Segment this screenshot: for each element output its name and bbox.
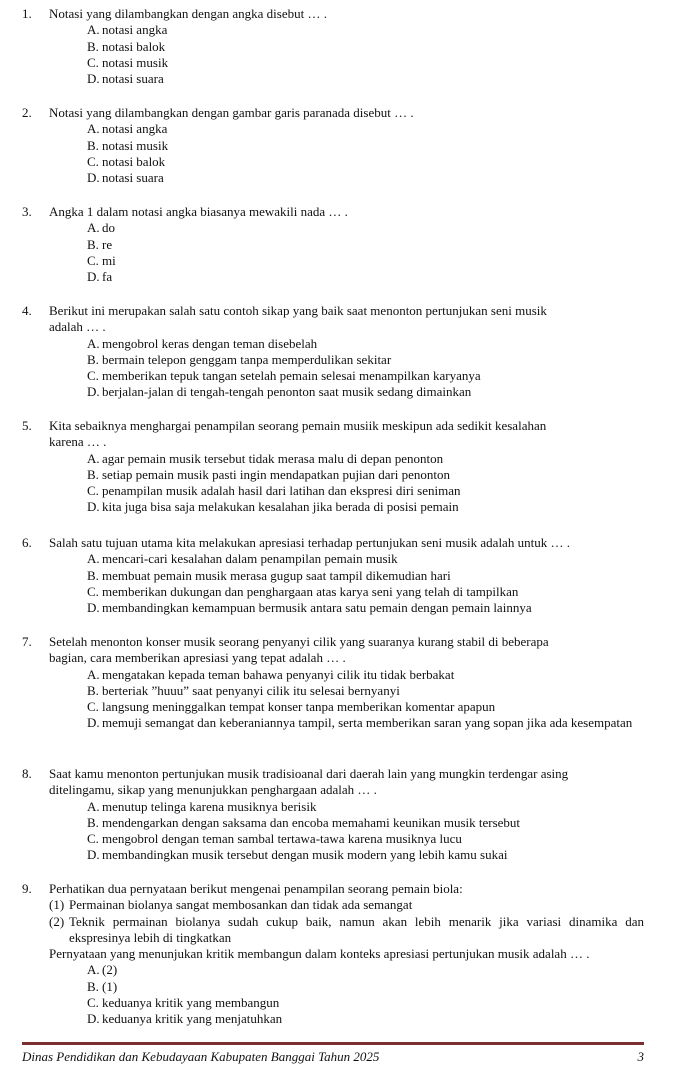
option-a bbox=[22, 121, 644, 137]
statement-text: Permainan biolanya sangat membosankan dan tidak ada semangat bbox=[69, 897, 413, 913]
option-text: menutup telinga karena musiknya berisik bbox=[102, 798, 317, 814]
page-number: 3 bbox=[637, 1049, 644, 1064]
question-text-continued: bagian, cara memberikan apresiasi yang tepat adalah … . bbox=[49, 650, 346, 666]
option-letter: D. bbox=[87, 715, 100, 731]
option-letter: B. bbox=[87, 814, 99, 830]
option-c bbox=[22, 253, 644, 269]
question-number: 9. bbox=[22, 881, 32, 896]
question-text: Kita sebaiknya menghargai penampilan seorang pemain musiik meskipun ada sedikit kesalahan bbox=[49, 418, 547, 433]
question-8 bbox=[22, 766, 644, 864]
option-letter: A. bbox=[87, 962, 100, 978]
option-a bbox=[22, 451, 644, 467]
option-text: membandingkan musik tersebut dengan musik modern yang lebih kamu sukai bbox=[102, 847, 508, 863]
option-letter: A. bbox=[87, 798, 100, 814]
option-letter: A. bbox=[87, 121, 100, 137]
option-a bbox=[22, 220, 644, 236]
option-letter: D. bbox=[87, 384, 100, 400]
option-c bbox=[22, 483, 644, 499]
question-text: Saat kamu menonton pertunjukan musik tradisioanal dari daerah lain yang mungkin terdengar asing bbox=[49, 766, 569, 781]
statement-2 bbox=[22, 914, 644, 947]
question-9 bbox=[22, 881, 644, 1028]
option-text: memberikan tepuk tangan setelah pemain selesai menampilkan karyanya bbox=[102, 368, 481, 384]
question-3 bbox=[22, 204, 644, 285]
option-letter: B. bbox=[87, 137, 99, 153]
option-text: mengobrol dengan teman sambal tertawa-tawa karena musiknya lucu bbox=[102, 831, 462, 847]
option-letter: D. bbox=[87, 269, 100, 285]
statement-number: (2) bbox=[49, 913, 65, 929]
question-number: 2. bbox=[22, 105, 32, 120]
question-number: 1. bbox=[22, 6, 32, 21]
option-text: notasi angka bbox=[102, 22, 168, 38]
option-letter: C. bbox=[87, 583, 99, 599]
option-b bbox=[22, 138, 644, 154]
option-text: membandingkan kemampuan bermusik antara satu pemain dengan pemain lainnya bbox=[102, 600, 532, 616]
question-number: 7. bbox=[22, 634, 32, 649]
option-letter: D. bbox=[87, 71, 100, 87]
option-text: mengatakan kepada teman bahawa penyanyi cilik itu tidak berbakat bbox=[102, 666, 455, 682]
option-b bbox=[22, 683, 644, 699]
option-a bbox=[22, 22, 644, 38]
option-text: langsung meninggalkan tempat konser tanpa memberikan komentar apapun bbox=[102, 699, 496, 715]
option-text: notasi balok bbox=[102, 153, 166, 169]
option-b bbox=[22, 568, 644, 584]
option-letter: A. bbox=[87, 450, 100, 466]
question-number: 3. bbox=[22, 204, 32, 219]
option-c bbox=[22, 584, 644, 600]
option-letter: C. bbox=[87, 368, 99, 384]
option-letter: C. bbox=[87, 153, 99, 169]
option-b bbox=[22, 352, 644, 368]
option-text: notasi balok bbox=[102, 38, 166, 54]
option-text: notasi angka bbox=[102, 121, 168, 137]
question-4 bbox=[22, 303, 644, 401]
option-letter: B. bbox=[87, 38, 99, 54]
option-text: mi bbox=[102, 252, 116, 268]
option-letter: D. bbox=[87, 1011, 100, 1027]
statement-number: (1) bbox=[49, 897, 65, 913]
option-text: re bbox=[102, 236, 113, 252]
option-letter: B. bbox=[87, 682, 99, 698]
option-letter: A. bbox=[87, 666, 100, 682]
question-text: Angka 1 dalam notasi angka biasanya mewakili nada … . bbox=[49, 204, 348, 219]
question-text: Setelah menonton konser musik seorang penyanyi cilik yang suaranya kurang stabil di beberapa bbox=[49, 634, 549, 649]
footer-divider bbox=[22, 1042, 644, 1045]
option-text: mendengarkan dengan saksama dan encoba memahami keunikan musik tersebut bbox=[102, 814, 521, 830]
option-text: keduanya kritik yang membangun bbox=[102, 995, 280, 1011]
option-letter: A. bbox=[87, 22, 100, 38]
option-letter: A. bbox=[87, 335, 100, 351]
option-d bbox=[22, 384, 644, 400]
question-5 bbox=[22, 418, 644, 516]
question-text: Notasi yang dilambangkan dengan gambar garis paranada disebut … . bbox=[49, 105, 414, 120]
question-text: Notasi yang dilambangkan dengan angka disebut … . bbox=[49, 6, 327, 21]
option-text: mencari-cari kesalahan dalam penampilan pemain musik bbox=[102, 551, 398, 567]
option-text: (1) bbox=[102, 978, 118, 994]
option-d bbox=[22, 170, 644, 186]
option-c bbox=[22, 995, 644, 1011]
option-letter: D. bbox=[87, 600, 100, 616]
option-text: notasi musik bbox=[102, 137, 169, 153]
option-text: kita juga bisa saja melakukan kesalahan jika berada di posisi pemain bbox=[102, 499, 459, 515]
option-d bbox=[22, 71, 644, 87]
option-text: notasi suara bbox=[102, 170, 164, 186]
option-d bbox=[22, 715, 644, 731]
option-text: berjalan-jalan di tengah-tengah penonton saat musik sedang dimainkan bbox=[102, 384, 472, 400]
option-letter: B. bbox=[87, 978, 99, 994]
question-text-continued: ditelingamu, sikap yang menunjukkan penghargaan adalah … . bbox=[49, 782, 377, 798]
option-a bbox=[22, 799, 644, 815]
option-letter: C. bbox=[87, 699, 99, 715]
footer-text: Dinas Pendidikan dan Kebudayaan Kabupaten Banggai Tahun 2025 bbox=[22, 1049, 380, 1064]
option-a bbox=[22, 551, 644, 567]
option-c bbox=[22, 368, 644, 384]
statement-1 bbox=[22, 897, 644, 913]
option-text: memberikan dukungan dan penghargaan atas karya seni yang telah di tampilkan bbox=[102, 583, 519, 599]
option-text: fa bbox=[102, 269, 113, 285]
option-d bbox=[22, 600, 644, 616]
question-1 bbox=[22, 6, 644, 87]
question-2 bbox=[22, 105, 644, 186]
option-text: do bbox=[102, 220, 115, 236]
option-text: bermain telepon genggam tanpa memperdulikan sekitar bbox=[102, 351, 392, 367]
option-text: mengobrol keras dengan teman disebelah bbox=[102, 335, 318, 351]
statement-text: Teknik permainan biolanya sudah cukup baik, namun akan lebih menarik jika variasi dinamika dan ekspresinya lebih di tingkatkan bbox=[69, 913, 644, 945]
option-text: setiap pemain musik pasti ingin mendapatkan pujian dari penonton bbox=[102, 466, 451, 482]
option-letter: C. bbox=[87, 831, 99, 847]
option-b bbox=[22, 237, 644, 253]
option-a bbox=[22, 336, 644, 352]
option-text: notasi suara bbox=[102, 71, 164, 87]
option-c bbox=[22, 699, 644, 715]
option-b bbox=[22, 467, 644, 483]
question-text-continued: adalah … . bbox=[49, 319, 106, 335]
option-letter: C. bbox=[87, 54, 99, 70]
option-c bbox=[22, 55, 644, 71]
question-number: 8. bbox=[22, 766, 32, 781]
option-c bbox=[22, 831, 644, 847]
option-letter: D. bbox=[87, 499, 100, 515]
option-d bbox=[22, 847, 644, 863]
option-d bbox=[22, 269, 644, 285]
question-text: Salah satu tujuan utama kita melakukan apresiasi terhadap pertunjukan seni musik adalah untuk … . bbox=[49, 535, 570, 550]
option-text: penampilan musik adalah hasil dari latihan dan ekspresi diri seniman bbox=[102, 483, 461, 499]
option-a bbox=[22, 667, 644, 683]
option-text: (2) bbox=[102, 962, 118, 978]
option-text: agar pemain musik tersebut tidak merasa malu di depan penonton bbox=[102, 450, 444, 466]
option-b bbox=[22, 979, 644, 995]
option-letter: D. bbox=[87, 847, 100, 863]
option-letter: B. bbox=[87, 567, 99, 583]
option-letter: C. bbox=[87, 995, 99, 1011]
option-text: membuat pemain musik merasa gugup saat tampil dikemudian hari bbox=[102, 567, 451, 583]
option-letter: B. bbox=[87, 466, 99, 482]
option-text: memuji semangat dan keberaniannya tampil, serta memberikan saran yang sopan jika ada kesempatan bbox=[102, 715, 633, 731]
question-prompt: Pernyataan yang menunjukan kritik membangun dalam konteks apresiasi pertunjukan musik adalah … . bbox=[49, 946, 590, 962]
question-number: 4. bbox=[22, 303, 32, 318]
option-letter: A. bbox=[87, 551, 100, 567]
page-footer bbox=[22, 1049, 644, 1065]
option-a bbox=[22, 962, 644, 978]
option-b bbox=[22, 39, 644, 55]
option-letter: B. bbox=[87, 236, 99, 252]
question-text-continued: karena … . bbox=[49, 434, 107, 450]
option-text: berteriak ”huuu” saat penyanyi cilik itu selesai bernyanyi bbox=[102, 682, 400, 698]
question-6 bbox=[22, 535, 644, 616]
option-letter: B. bbox=[87, 351, 99, 367]
option-d bbox=[22, 499, 644, 515]
question-text: Berikut ini merupakan salah satu contoh sikap yang baik saat menonton pertunjukan seni musik bbox=[49, 303, 547, 318]
option-c bbox=[22, 154, 644, 170]
option-letter: C. bbox=[87, 483, 99, 499]
option-letter: D. bbox=[87, 170, 100, 186]
option-text: notasi musik bbox=[102, 54, 169, 70]
option-b bbox=[22, 815, 644, 831]
option-letter: A. bbox=[87, 220, 100, 236]
option-letter: C. bbox=[87, 252, 99, 268]
question-number: 6. bbox=[22, 535, 32, 550]
option-text: keduanya kritik yang menjatuhkan bbox=[102, 1011, 283, 1027]
question-7 bbox=[22, 634, 644, 732]
question-number: 5. bbox=[22, 418, 32, 433]
option-d bbox=[22, 1011, 644, 1027]
question-text: Perhatikan dua pernyataan berikut mengenai penampilan seorang pemain biola: bbox=[49, 881, 463, 896]
